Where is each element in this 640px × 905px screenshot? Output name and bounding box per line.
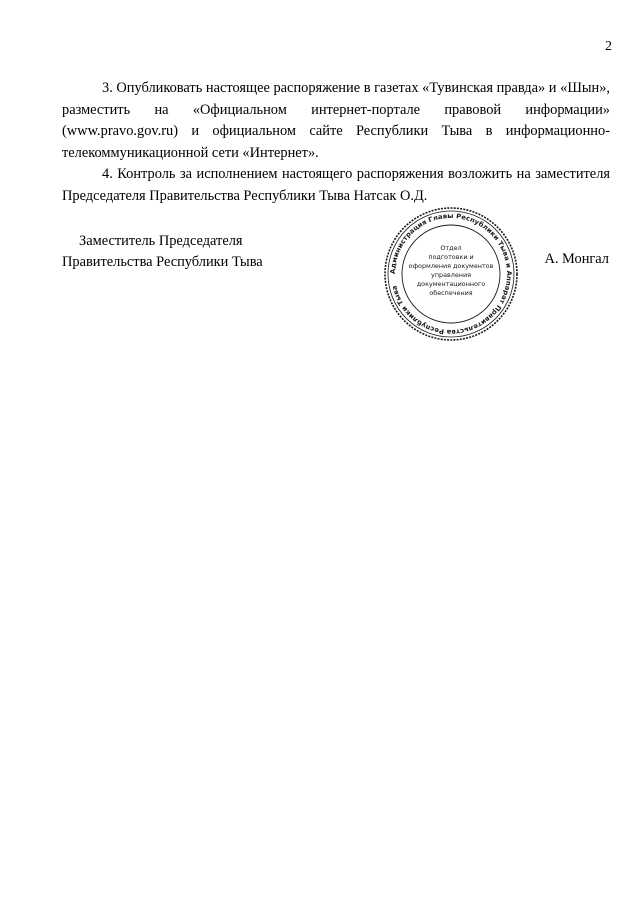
seal-center-line: документационного: [416, 280, 486, 288]
paragraph-3: 3. Опубликовать настоящее распоряжение в газетах «Тувинская правда» и «Шын», разместить на «Официальном интернет-портале правовой информации» (www.pravo.gov.ru) и официальном сайте Республики Тыва в информационно-телекоммуникационной сети «Интернет».: [62, 80, 610, 161]
document-body: [62, 78, 610, 207]
seal-graphic: [383, 206, 519, 342]
seal-ring-text: Администрация Главы Республики Тыва и Аппарат Правительства Республики Тыва: [388, 211, 514, 337]
seal-center-text: [409, 244, 494, 297]
seal-center-line: управления: [431, 271, 471, 279]
page-number: 2: [605, 39, 612, 54]
seal-center-line: подготовки и: [428, 253, 474, 261]
official-seal-stamp: [383, 206, 519, 342]
signature-title: [62, 231, 322, 273]
signer-name: А. Монгал: [544, 251, 609, 267]
paragraph-4: 4. Контроль за исполнением настоящего распоряжения возложить на заместителя Председателя Правительства Республики Тыва Натсак О.Д.: [62, 166, 610, 204]
signature-title-line-1: Заместитель Председателя: [79, 233, 243, 249]
seal-center-line: оформления документов: [408, 262, 494, 270]
signature-title-line-2: Правительства Республики Тыва: [62, 254, 263, 270]
seal-center-line: Отдел: [440, 244, 462, 252]
seal-center-line: обеспечения: [429, 289, 473, 297]
